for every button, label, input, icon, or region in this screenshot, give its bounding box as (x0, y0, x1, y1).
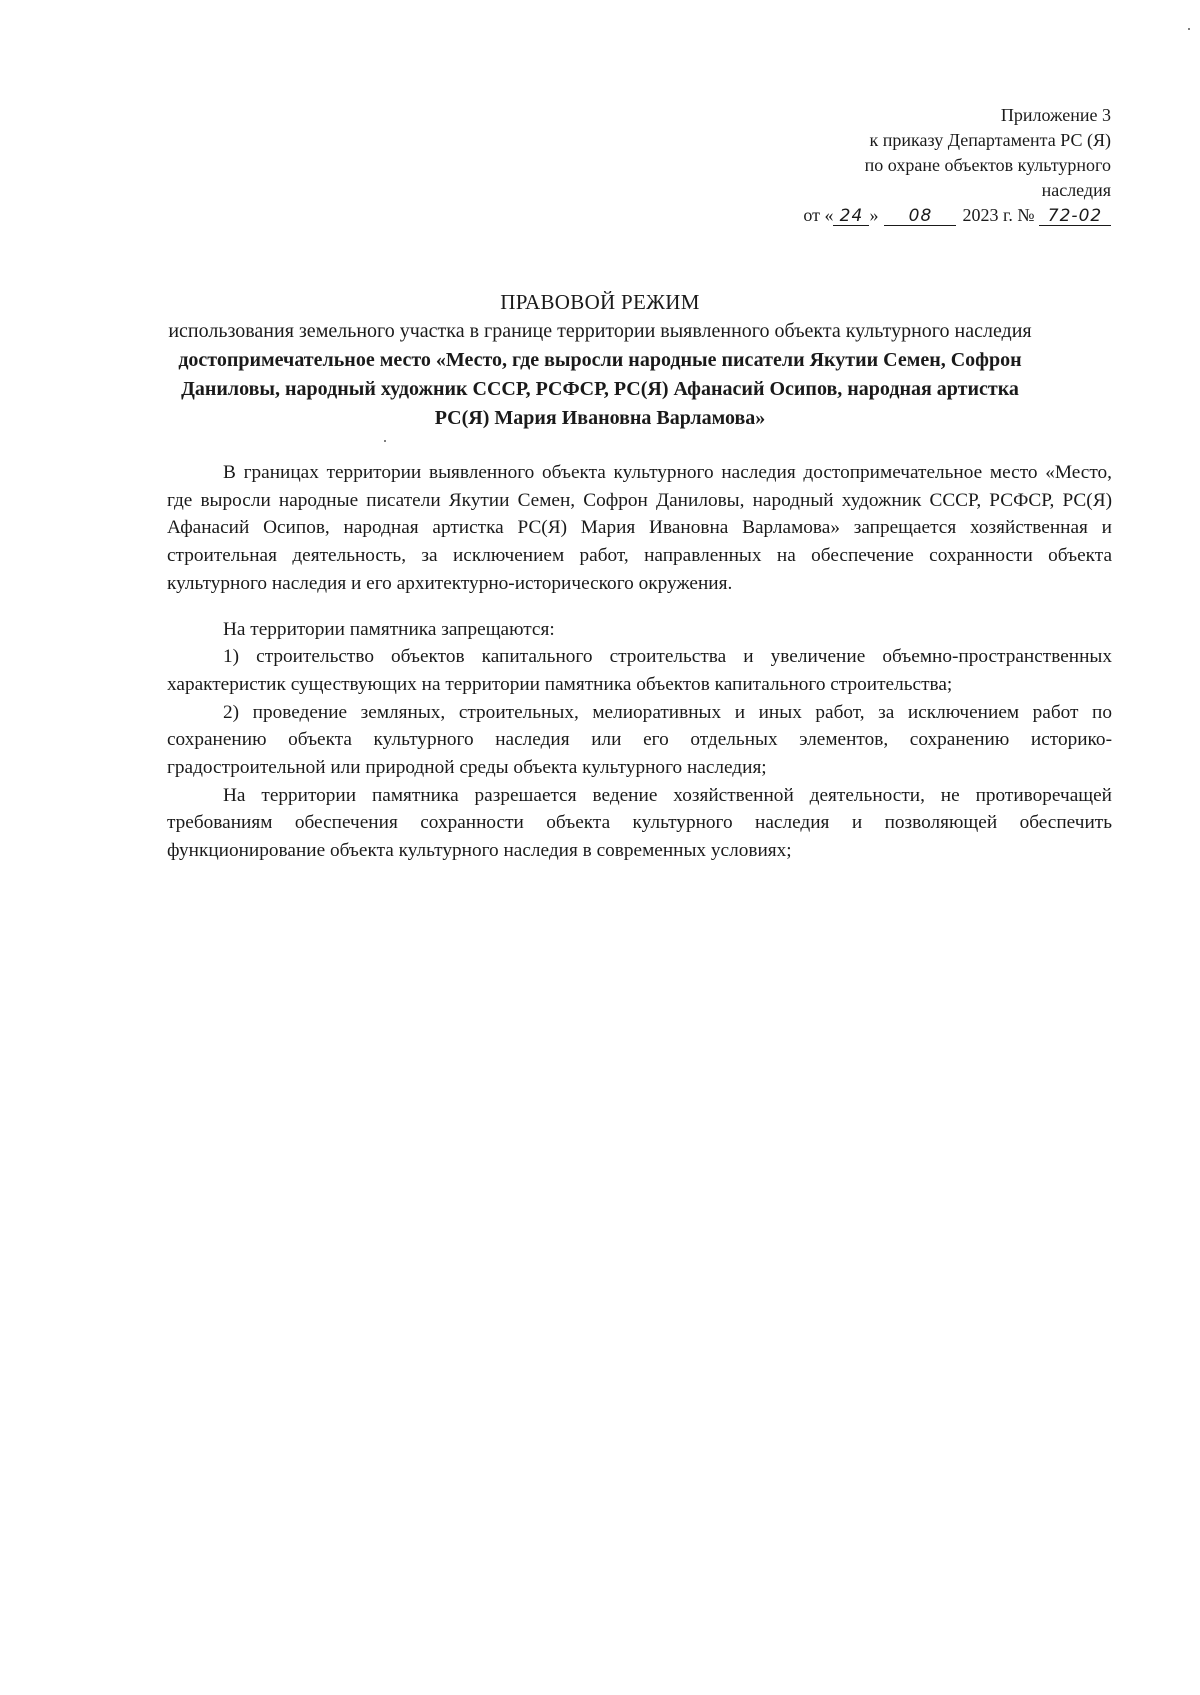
title-subtitle (160, 317, 1040, 433)
handwritten-day: 24 (833, 207, 869, 226)
list-item-2: 2) проведение земляных, строительных, мелиоративных и иных работ, за исключением работ по сохранению объекта культурного наследия или его отдельных элементов, сохранению историко-градостроительной или природной среды объекта культурного наследия; (167, 701, 1112, 779)
title-heading: ПРАВОВОЙ РЕЖИМ (500, 290, 700, 314)
list-item-1: 1) строительство объектов капитального строительства и увеличение объемно-пространственных характеристик существующих на территории памятника объектов капитального строительства; (167, 646, 1112, 695)
paragraph-permission: На территории памятника разрешается ведение хозяйственной деятельности, не противоречащей требованиям обеспечения сохранности объекта культурного наследия и позволяющей обеспечить функционирование объекта культурного наследия в современных условиях; (167, 784, 1112, 862)
handwritten-month: 08 (884, 207, 956, 226)
date-day-suffix: » (869, 205, 879, 225)
paragraph-prohibition: В границах территории выявленного объекта культурного наследия достопримечательное место «Место, где выросли народные писатели Якутии Семен, Софрон Даниловы, народный художник СССР, РСФСР, РС(Я) Афанасий Осипов, народная артистка РС(Я) Мария Ивановна Варламова» запрещается хозяйственная и строительная деятельность, за исключением работ, направленных на обеспечение сохранности объекта культурного наследия и его архитектурно-исторического окружения. (167, 462, 1112, 594)
subtitle-bold: достопримечательное место «Место, где выросли народные писатели Якутии Семен, Софрон Даниловы, народный художник СССР, РСФСР, РС(Я) Афанасий Осипов, народная артистка РС(Я) Мария Ивановна Варламова» (178, 349, 1022, 429)
date-prefix: от « (803, 205, 834, 225)
scan-speck (1188, 28, 1190, 30)
appendix-order-ref: к приказу Департамента РС (Я) (869, 130, 1111, 150)
handwritten-order-number: 72-02 (1039, 207, 1111, 226)
document-body (167, 459, 1112, 865)
appendix-header (711, 103, 1111, 228)
appendix-heritage: наследия (1041, 180, 1111, 200)
paragraph-list-intro: На территории памятника запрещаются: (223, 618, 555, 640)
scan-speck (384, 440, 386, 442)
appendix-department: по охране объектов культурного (864, 155, 1111, 175)
subtitle-plain: использования земельного участка в границе территории выявленного объекта культурного наследия (168, 320, 1032, 342)
date-year: 2023 г. № (962, 205, 1035, 225)
appendix-date-line (711, 203, 1111, 228)
appendix-number: Приложение 3 (1000, 105, 1111, 125)
document-title (160, 288, 1040, 433)
